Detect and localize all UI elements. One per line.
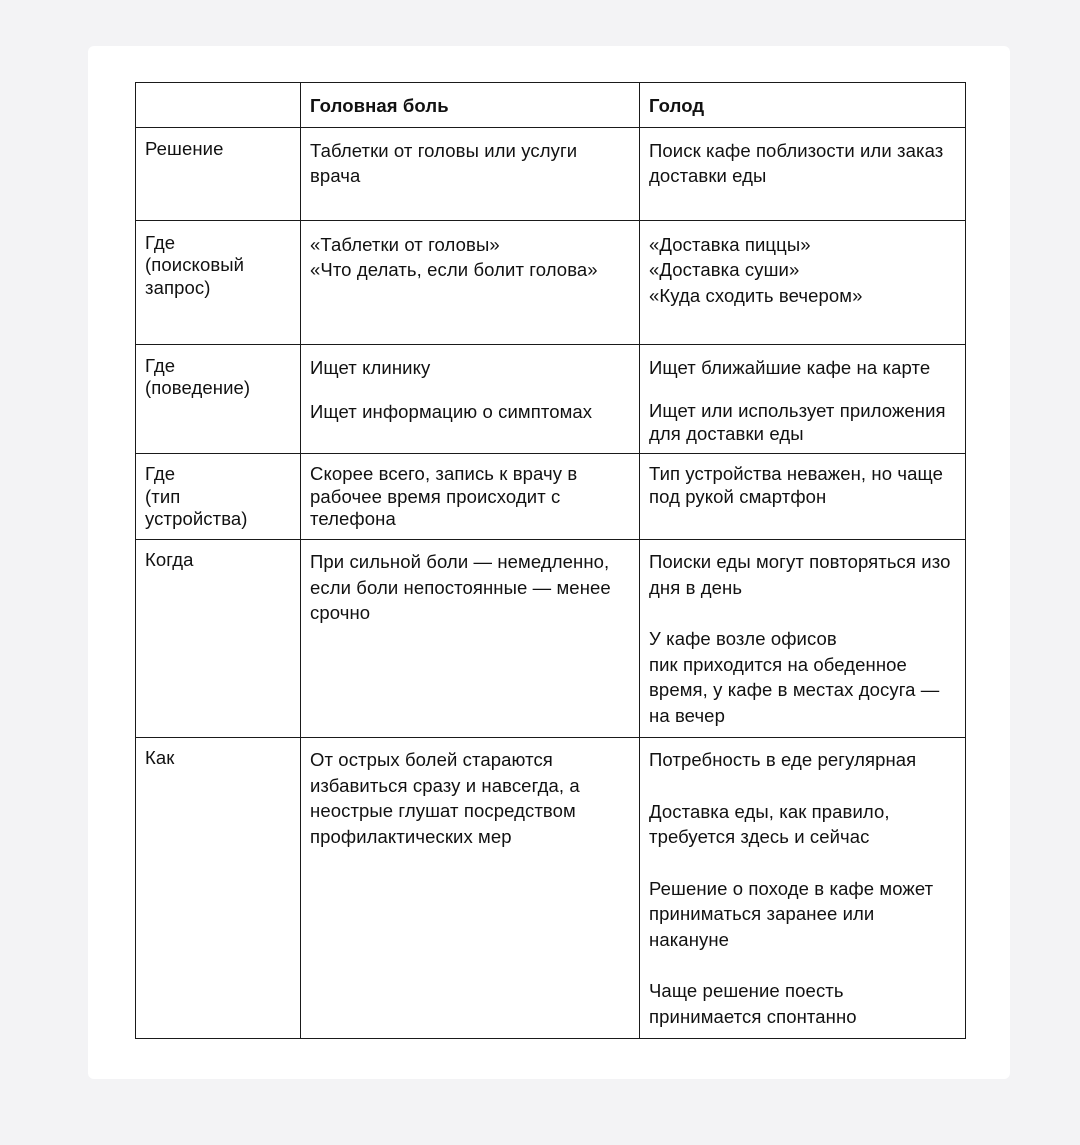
cell-text: пик приходится на обеденное время, у кафе в местах досуга — на вечер	[649, 653, 940, 726]
cell-text: «Таблетки от головы»	[310, 233, 500, 255]
row-label: Где	[145, 354, 176, 376]
cell-text: «Доставка суши»	[649, 259, 800, 280]
headache-cell	[301, 454, 640, 540]
hunger-cell	[640, 540, 966, 738]
headache-cell	[301, 344, 640, 454]
header-cell-empty	[136, 83, 301, 128]
row-label-cell	[136, 220, 301, 344]
cell-text: При сильной боли — немедленно, если боли непостоянные — менее срочно	[310, 551, 611, 623]
row-label: Решение	[145, 137, 224, 159]
row-label-cell	[136, 344, 301, 454]
hunger-cell	[640, 344, 966, 454]
paragraph-gap	[649, 850, 956, 876]
cell-text: Ищет информацию о симптомах	[310, 401, 593, 422]
cell-text: Решение о походе в кафе может приниматься заранее или накануне	[649, 877, 934, 950]
cell-text: У кафе возле офисов	[649, 628, 837, 649]
table-row	[136, 127, 966, 220]
row-label: Где	[145, 231, 176, 253]
cell-text: Доставка еды, как правило, требуется здесь и сейчас	[649, 800, 890, 847]
table-header-row	[136, 83, 966, 128]
row-label: запрос)	[145, 276, 211, 298]
comparison-table	[135, 82, 966, 1039]
cell-text: Поиски еды могут повторяться изо дня в день	[649, 551, 951, 598]
row-label: (тип	[145, 485, 181, 507]
header-cell-headache: Головная боль	[301, 83, 640, 128]
paragraph-gap	[649, 600, 956, 626]
cell-text: Поиск кафе поблизости или заказ доставки еды	[649, 139, 944, 186]
row-label: (поисковый	[145, 254, 245, 275]
hunger-cell	[640, 220, 966, 344]
hunger-cell	[640, 127, 966, 220]
cell-text: Чаще решение поесть принимается спонтанно	[649, 980, 857, 1027]
row-label: Когда	[145, 549, 194, 570]
cell-text: От острых болей стараются избавиться сразу и навсегда, а неострые глушат посредством профилактических мер	[310, 749, 580, 847]
table-row	[136, 738, 966, 1039]
cell-text: «Куда сходить вечером»	[649, 284, 863, 306]
row-label-cell	[136, 454, 301, 540]
header-cell-hunger: Голод	[640, 83, 966, 128]
row-label: устройства)	[145, 508, 248, 529]
row-label: Где	[145, 463, 176, 484]
row-label-cell	[136, 127, 301, 220]
cell-text: «Доставка пиццы»	[649, 233, 811, 255]
paragraph-gap	[310, 380, 630, 399]
cell-text: Таблетки от головы или услуги врача	[310, 139, 578, 186]
hunger-cell	[640, 454, 966, 540]
paragraph-gap	[649, 380, 956, 399]
headache-cell	[301, 540, 640, 738]
row-label: (поведение)	[145, 377, 251, 398]
table-row	[136, 454, 966, 540]
headache-cell	[301, 738, 640, 1039]
table-row	[136, 344, 966, 454]
headache-cell	[301, 220, 640, 344]
row-label-cell	[136, 738, 301, 1039]
row-label-cell	[136, 540, 301, 738]
hunger-cell	[640, 738, 966, 1039]
cell-text: Ищет ближайшие кафе на карте	[649, 356, 931, 378]
headache-cell	[301, 127, 640, 220]
cell-text: Скорее всего, запись к врачу в рабочее время происходит с телефона	[310, 463, 578, 529]
row-label: Как	[145, 747, 175, 768]
paragraph-gap	[649, 773, 956, 799]
cell-text: Ищет или использует приложения для доставки еды	[649, 400, 946, 444]
cell-text: Ищет клинику	[310, 356, 431, 378]
paragraph-gap	[649, 952, 956, 978]
table-row	[136, 220, 966, 344]
cell-text: Потребность в еде регулярная	[649, 749, 917, 770]
cell-text: «Что делать, если болит голова»	[310, 259, 598, 280]
cell-text: Тип устройства неважен, но чаще под рукой смартфон	[649, 463, 943, 507]
table-row	[136, 540, 966, 738]
